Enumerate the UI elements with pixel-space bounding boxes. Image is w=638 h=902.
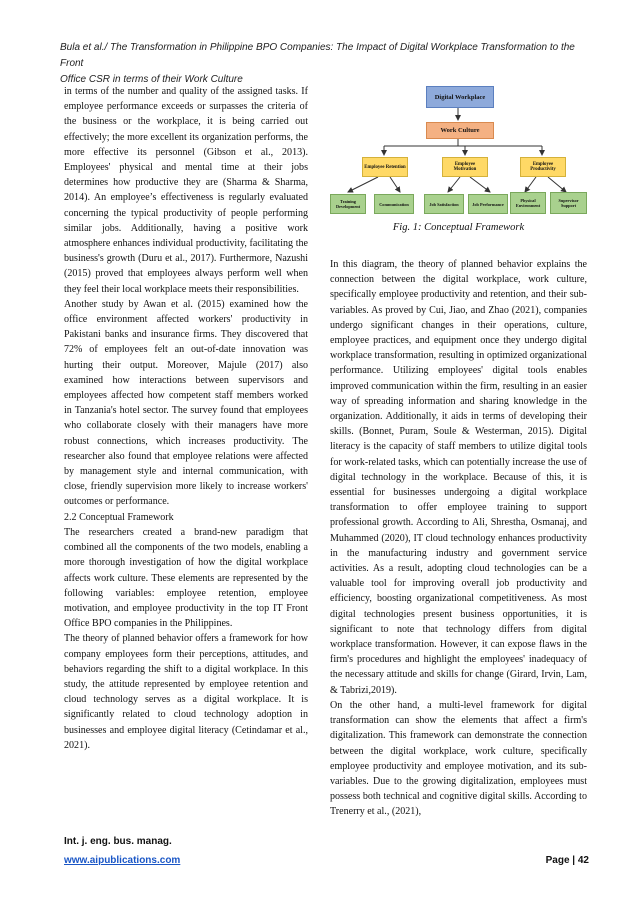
right-paragraph-1: In this diagram, the theory of planned behavior explains the connection between the digital workplace, work culture, specifically employee productivity and retention, and their sub-variables. As proved by Cui, Jiao, and Zhao (2021), companies undergo significant changes in their operations, culture, employee practices, and equipment once they undergo digital workplace transformation, resulting in optimized organizational performance. Utilizing employees' digital tools enables improved communication within the firm, resulting in an easier way of spreading information and sharing knowledge in the organization. Additionally, it aids in terms of developing their skills. (Bonnet, Puram, Soule & Westerman, 2015). Digital literacy is the capacity of staff members to utilize digital tools for work-related tasks, which can potentially increase the use of digital technology in the workplace. Because of this, it is essential for businesses undergoing a digital workplace transformation to offer employee training to support professional growth. According to Ali, Shrestha, Osmanaj, and Muhammed (2020), IT cloud technology enhances productivity in the manufacturing industry and government service activities. As a result, adopting cloud technologies can be a valuable tool for improving overall job productivity and efficiency, boosting organizational competitiveness. As most digital technologies present business opportunities, it is significant to note that technology differs from digital workplace transformation. However, it can expose flaws in the firm's procedures and highlight the employees' inadequacy of the necessary attitude and skills for change (Girard, Irvin, Lam, & Tabrizi,2019).: [330, 259, 587, 696]
box-training-development: Training Development: [330, 194, 366, 214]
conceptual-framework-figure: [330, 82, 587, 222]
right-paragraph-2: On the other hand, a multi-level framework for digital transformation can show the elements that affect a firm's digitalization. This framework can demonstrate the connection between the digital workplace, work culture, specifically employee productivity and employee motivation, and its sub-variables. Due to the growing digitalization, employees must possess both technical and cognitive digital skills. According to Trenerry et al., (2021),: [330, 699, 587, 818]
box-communication: Communication: [374, 194, 414, 214]
box-physical-environment: Physical Environment: [510, 192, 546, 214]
running-header: [60, 40, 580, 88]
left-paragraph-1: in terms of the number and quality of the assigned tasks. If employee performance exceeds or surpasses the criteria of the business or the workplace, it is being carried out effectively; the more excellent its organization performs, the more effective its personnel (Gibson et al., 2013). Employees' physical and mental time at their jobs determines how productive they are (Sharma & Sharma, 2014). An employee’s effectiveness is regularly evaluated concerning the typical productivity of people performing similar jobs. Additionally, having a positive work atmosphere enhances individual productivity, facilitating the business's growth (Duru et al., 2017). Furthermore, Nazushi (2015) proved that employees always perform well when they feel their local workplace meets their responsibilities.: [64, 86, 308, 295]
left-paragraph-2: Another study by Awan et al. (2015) examined how the office environment affected workers' productivity in Pakistani banks and insurance firms. They discovered that 72% of employees felt an out-of-date innovation was hurting their output. Moreover, Majule (2017) also examined how interactions between supervisors and employees affected how competent staff members worked in Tanzania's hotel sector. The survey found that employees who collaborate closely with their managers have more robust connections, which increases productivity. The researcher also found that employee relations were affected by management style and internal communication, with close, friendly supervision more likely to increase workers' outcomes or performance.: [64, 298, 308, 508]
header-line-1: Bula et al./ The Transformation in Philippine BPO Companies: The Impact of Digital Workplace Transformation to the Front: [60, 42, 575, 69]
box-work-culture: Work Culture: [426, 122, 494, 139]
box-employee-productivity: Employee Productivity: [520, 157, 566, 177]
box-digital-workplace: Digital Workplace: [426, 86, 494, 108]
journal-url-link[interactable]: www.aipublications.com: [64, 855, 181, 866]
journal-name: Int. j. eng. bus. manag.: [64, 836, 172, 847]
figure-caption: Fig. 1: Conceptual Framework: [392, 222, 525, 233]
box-job-satisfaction: Job Satisfaction: [424, 194, 464, 214]
left-paragraph-4: The theory of planned behavior offers a framework for how company employees form their perceptions, attitudes, and behaviors regarding the shift to a digital workplace. In this study, the attitude represented by employee retention and cloud technology serves as a digital workplace. It is significantly related to cloud technology adoption in businesses and employee digital literacy (Cetindamar et al., 2021).: [64, 633, 308, 751]
box-supervisor-support: Supervisor Support: [550, 192, 587, 214]
left-paragraph-3: The researchers created a brand-new paradigm that combined all the components of the two models, enabling a more thorough investigation of how the digital workplace affects work culture. These elements are represented by the following variables: employee retention, employee motivation, and employee productivity in the top IT Front Office BPO companies in the Philippines.: [64, 526, 308, 630]
box-employee-motivation: Employee Motivation: [442, 157, 488, 177]
right-column: [330, 257, 587, 820]
section-title: 2.2 Conceptual Framework: [64, 511, 174, 523]
header-line-2: Office CSR in terms of their Work Culture: [60, 74, 243, 85]
box-job-performance: Job Performance: [468, 194, 508, 214]
box-employee-retention: Employee Retention: [362, 157, 408, 177]
page-number: Page | 42: [545, 855, 589, 866]
left-column: [64, 84, 308, 753]
